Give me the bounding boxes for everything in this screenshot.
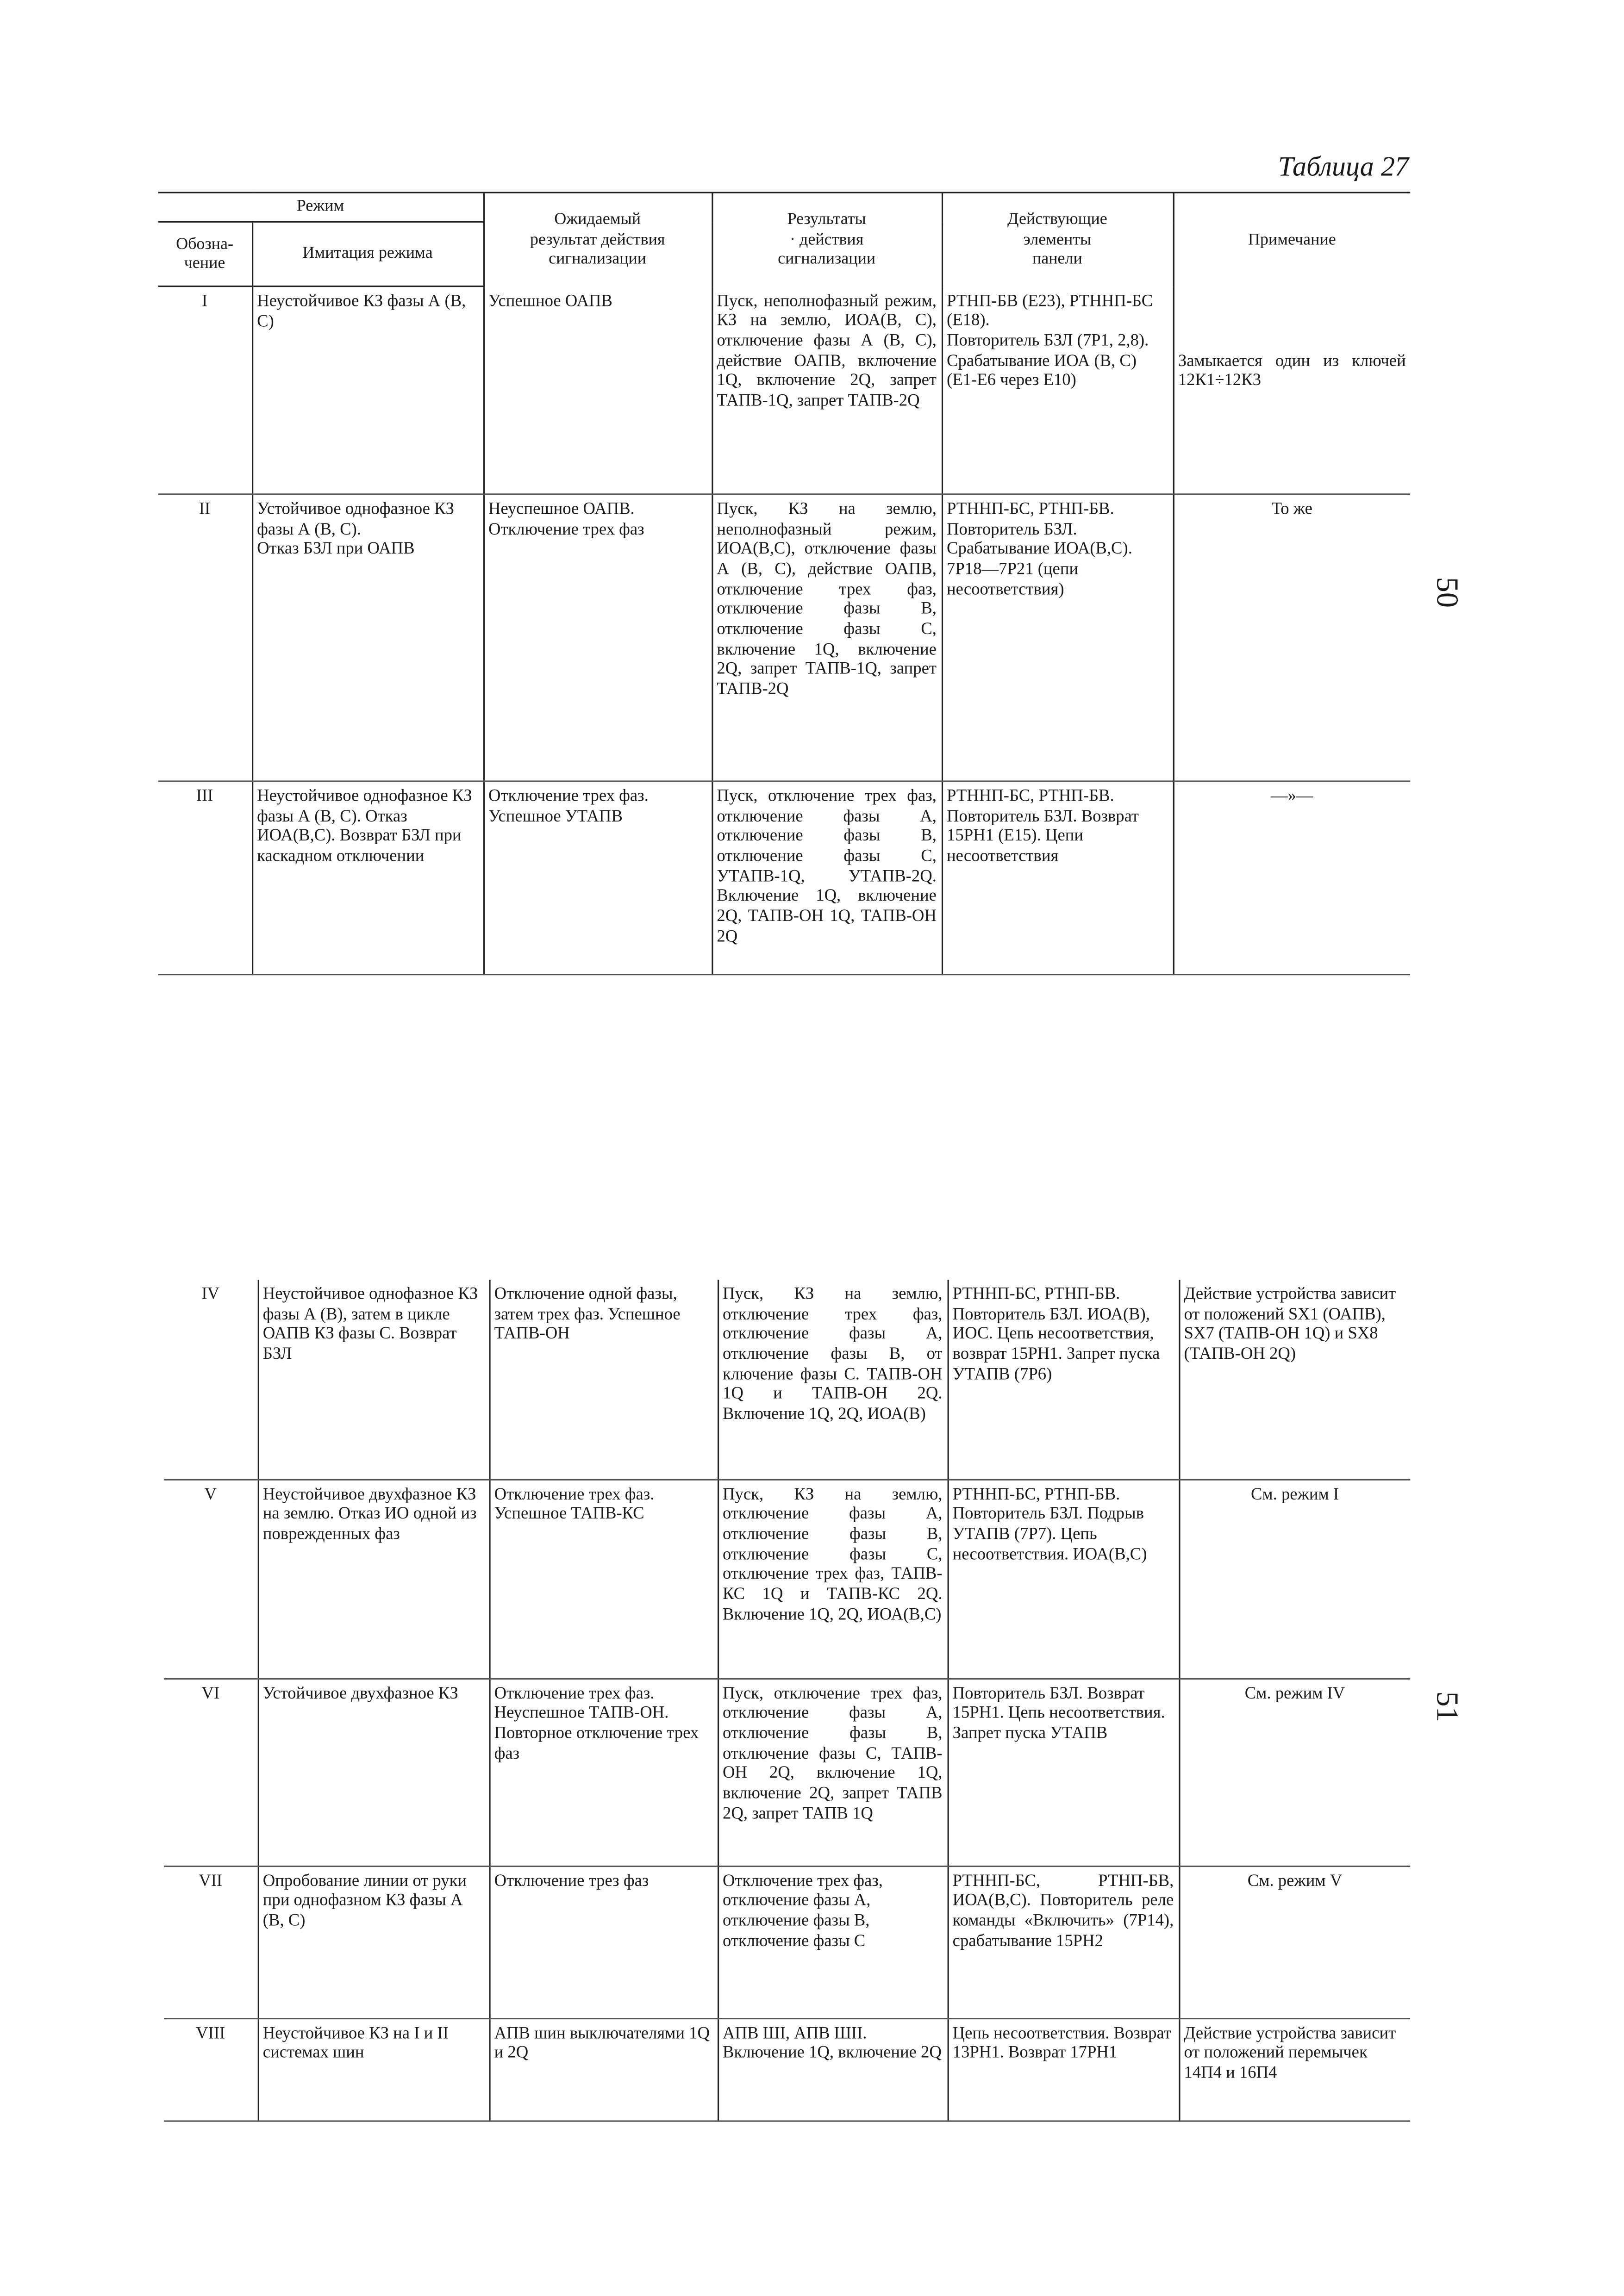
actual-results: Пуск, КЗ на землю, неполнофазный режим, ИОА(В,С), отключение фазы А (В, С), действие ОАПВ, отключение трех фаз, отключение фазы В, отключение фазы С, включение 1Q, включение 2Q, запрет ТАПВ-1Q, запрет ТАПВ-2Q [712, 494, 942, 781]
mode-imitation: Неустойчивое однофазное КЗ фазы А (В, С). Отказ ИОА(В,С). Возврат БЗЛ при каскадном отключении [252, 781, 483, 975]
expected-result: Отключение трех фаз. Успешное ТАПВ-КС [489, 1479, 718, 1678]
mode-number: VII [164, 1866, 257, 2018]
table-row [164, 1280, 1410, 1479]
panel-elements: Цепь несоответствия. Возврат 13РН1. Возврат 17РН1 [948, 2018, 1179, 2120]
table-caption: Таблица 27 [1278, 152, 1409, 183]
actual-results: Пуск, КЗ на землю, отключение фазы А, отключение фазы В, отключение фазы С, отключение трех фаз, ТАПВ-КС 1Q и ТАПВ-КС 2Q. Включение 1Q, 2Q, ИОА(В,С) [718, 1479, 948, 1678]
table-row [164, 1866, 1410, 2018]
panel-elements: РТННП-БС, РТНП-БВ. Повторитель БЗЛ. Подрыв УТАПВ (7Р7). Цепь несоответствия. ИОА(В,С) [948, 1479, 1179, 1678]
mode-imitation: Устойчивое однофазное КЗ фазы А (В, С). Отказ БЗЛ при ОАПВ [252, 494, 483, 781]
note: То же [1173, 494, 1410, 781]
mode-number: I [158, 286, 252, 494]
header-elements: Действующие элементы панели [942, 193, 1173, 286]
actual-results: Отключение трех фаз, отключение фазы А, отключение фазы В, отключение фазы С [718, 1866, 948, 2018]
expected-result: АПВ шин выключателями 1Q и 2Q [489, 2018, 718, 2120]
expected-result: Отключение одной фазы, затем трех фаз. Успешное ТАПВ-ОН [489, 1280, 718, 1479]
note: См. режим IV [1179, 1678, 1410, 1866]
page-number-lower: 51 [1430, 1691, 1465, 1722]
expected-result: Отключение трех фаз. Успешное УТАПВ [483, 781, 712, 975]
note: Действие устройства зависит от положений перемычек 14П4 и 16П4 [1179, 2018, 1410, 2120]
table-row [158, 494, 1411, 781]
table-row [164, 1678, 1410, 1866]
panel-elements: РТНП-БВ (Е23), РТННП-БС (Е18). Повторитель БЗЛ (7Р1, 2,8). Срабатывание ИОА (В, С) (Е1-Е6 через Е10) [942, 286, 1173, 494]
page-number-upper: 50 [1430, 577, 1465, 608]
table-lower [164, 1280, 1410, 2121]
table-row [158, 781, 1411, 975]
mode-number: VI [164, 1678, 257, 1866]
actual-results: Пуск, отключение трех фаз, отключение фазы А, отключение фазы В, отключение фазы С, ТАПВ-ОН 2Q, включение 1Q, включение 2Q, запрет ТАПВ 2Q, запрет ТАПВ 1Q [718, 1678, 948, 1866]
actual-results: АПВ ШI, АПВ ШII. Включение 1Q, включение 2Q [718, 2018, 948, 2120]
panel-elements: РТННП-БС, РТНП-БВ. Повторитель БЗЛ. Возврат 15РН1 (Е15). Цепи несоответствия [942, 781, 1173, 975]
panel-elements: РТННП-БС, РТНП-БВ. Повторитель БЗЛ. ИОА(В), ИОС. Цепь несоответствия, возврат 15РН1. Запрет пуска УТАПВ (7Р6) [948, 1280, 1179, 1479]
mode-number: III [158, 781, 252, 975]
note: Действие устройства зависит от положений SX1 (ОАПВ), SX7 (ТАПВ-ОН 1Q) и SX8 (ТАПВ-ОН 2Q) [1179, 1280, 1410, 1479]
actual-results: Пуск, неполнофазный режим, КЗ на землю, ИОА(В, С), отключение фазы А (В, С), действие ОАПВ, включение 1Q, включение 2Q, запрет ТАПВ-1Q, запрет ТАПВ-2Q [712, 286, 942, 494]
header-imitation: Имитация режима [252, 222, 483, 286]
expected-result: Отключение трез фаз [489, 1866, 718, 2018]
mode-imitation: Опробование линии от руки при однофазном КЗ фазы А (В, С) [258, 1866, 489, 2018]
mode-number: VIII [164, 2018, 257, 2120]
mode-imitation: Неустойчивое однофазное КЗ фазы А (В), затем в цикле ОАПВ КЗ фазы С. Возврат БЗЛ [258, 1280, 489, 1479]
panel-elements: РТННП-БС, РТНП-БВ, ИОА(В,С). Повторитель реле команды «Включить» (7Р14), срабатывание 15РН2 [948, 1866, 1179, 2018]
note: —»— [1173, 781, 1410, 975]
panel-elements: РТННП-БС, РТНП-БВ. Повторитель БЗЛ. Срабатывание ИОА(В,С). 7Р18—7Р21 (цепи несоответствия) [942, 494, 1173, 781]
header-results: Результаты · действия сигнализации [712, 193, 942, 286]
table-row [164, 1479, 1410, 1678]
mode-imitation: Устойчивое двухфазное КЗ [258, 1678, 489, 1866]
actual-results: Пуск, отключение трех фаз, отключение фазы А, отключение фазы В, отключение фазы С, УТАПВ-1Q, УТАПВ-2Q. Включение 1Q, включение 2Q, ТАПВ-ОН 1Q, ТАПВ-ОН 2Q [712, 781, 942, 975]
expected-result: Отключение трех фаз. Неуспешное ТАПВ-ОН. Повторное отключение трех фаз [489, 1678, 718, 1866]
expected-result: Успешное ОАПВ [483, 286, 712, 494]
actual-results: Пуск, КЗ на землю, отключение трех фаз, отключение фазы А, отключение фазы В, от ключение фазы С. ТАПВ-ОН 1Q и ТАПВ-ОН 2Q. Включение 1Q, 2Q, ИОА(В) [718, 1280, 948, 1479]
header-note: Примечание [1173, 193, 1410, 286]
table-upper [158, 192, 1411, 975]
header-mode: Режим [158, 193, 483, 222]
panel-elements: Повторитель БЗЛ. Возврат 15РН1. Цепь несоответствия. Запрет пуска УТАПВ [948, 1678, 1179, 1866]
table-row [164, 2018, 1410, 2120]
note: См. режим V [1179, 1866, 1410, 2018]
table-row [158, 286, 1411, 494]
header-designation: Обозна- чение [158, 222, 252, 286]
mode-imitation: Неустойчивое КЗ на I и II системах шин [258, 2018, 489, 2120]
header-expected: Ожидаемый результат действия сигнализации [483, 193, 712, 286]
note: Замыкается один из ключей 12К1÷12К3 [1173, 286, 1410, 494]
mode-number: IV [164, 1280, 257, 1479]
mode-number: II [158, 494, 252, 781]
mode-imitation: Неустойчивое КЗ фазы А (В, С) [252, 286, 483, 494]
mode-number: V [164, 1479, 257, 1678]
note: См. режим I [1179, 1479, 1410, 1678]
mode-imitation: Неустойчивое двухфазное КЗ на землю. Отказ ИО одной из поврежденных фаз [258, 1479, 489, 1678]
expected-result: Неуспешное ОАПВ. Отключение трех фаз [483, 494, 712, 781]
